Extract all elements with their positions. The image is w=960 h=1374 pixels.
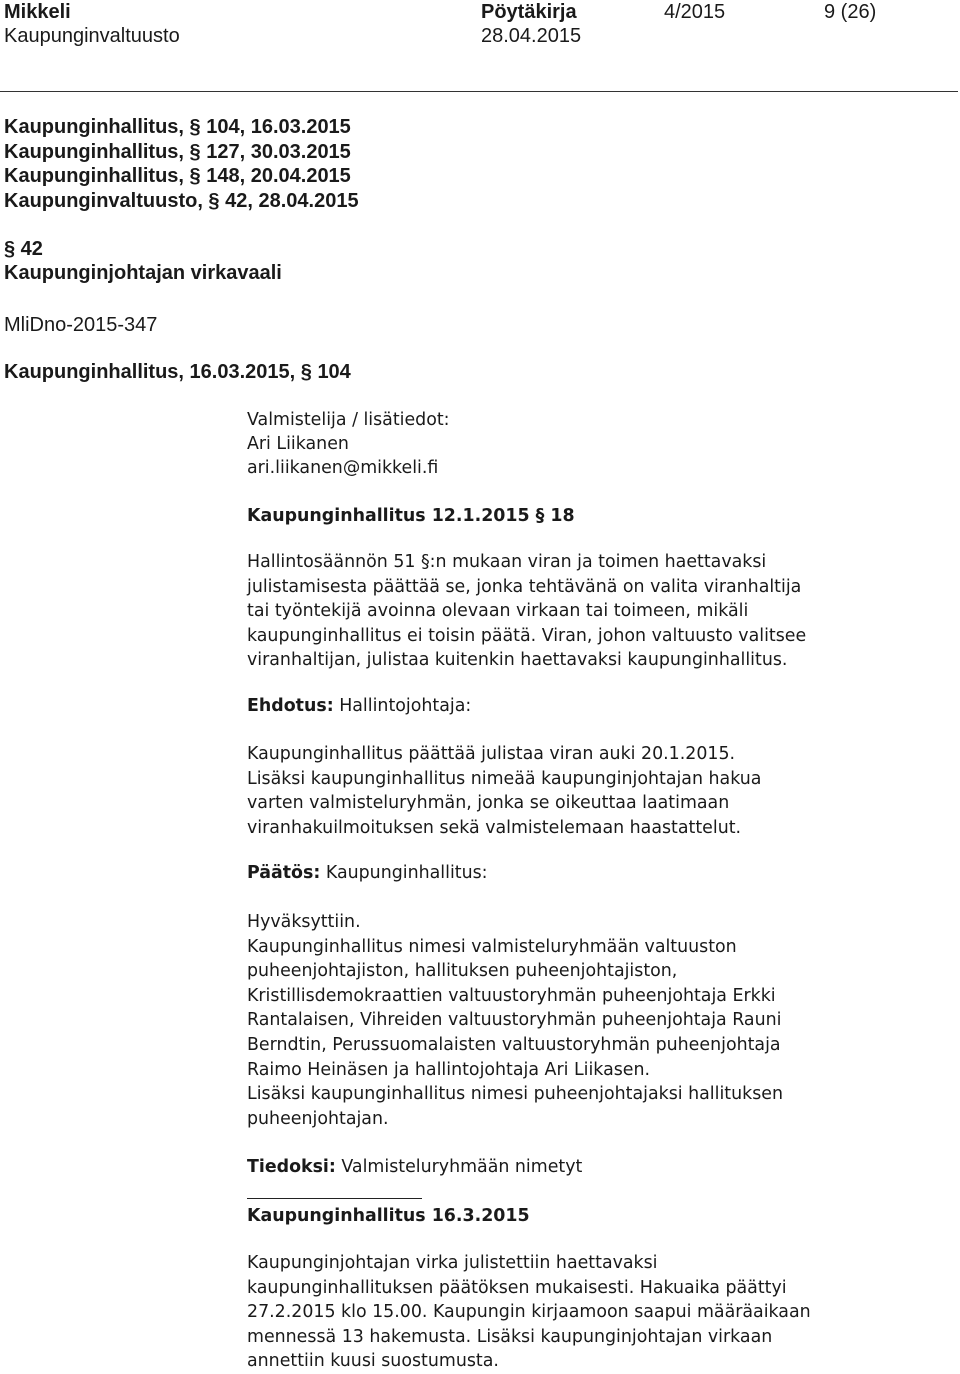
proposal-label: Ehdotus:	[247, 696, 334, 716]
header-issue: 4/2015	[664, 1, 726, 23]
paragraph-4	[247, 1251, 947, 1374]
text-line: kaupunginhallitus ei toisin päätä. Viran, johon valtuusto valitsee	[247, 625, 807, 646]
header-date: 28.04.2015	[481, 25, 582, 47]
text-line: Kristillisdemokraattien valtuustoryhmän puheenjohtaja Erkki	[247, 985, 776, 1006]
decision-line	[247, 861, 947, 885]
text-line: tai työntekijä avoinna olevaan virkaan tai toimeen, mikäli	[247, 601, 749, 622]
meeting-reference: Kaupunginhallitus, 16.03.2015, § 104	[4, 361, 351, 383]
decision-text: Kaupunginhallitus:	[325, 863, 488, 883]
history-item: Kaupunginvaltuusto, § 42, 28.04.2015	[4, 189, 359, 212]
paragraph-1	[247, 550, 947, 673]
header-page: 9 (26)	[824, 1, 877, 23]
text-line: 27.2.2015 klo 15.00. Kaupungin kirjaamoon saapui määräaikaan	[247, 1302, 811, 1323]
text-line: viranhakuilmoituksen sekä valmistelemaan haastattelut.	[247, 817, 742, 838]
info-text: Valmisteluryhmään nimetyt	[341, 1157, 583, 1177]
history-list	[4, 115, 359, 213]
header-body-name: Kaupunginvaltuusto	[4, 25, 180, 47]
header-doc-type: Pöytäkirja	[481, 1, 577, 23]
text-line: mennessä 13 hakemusta. Lisäksi kaupunginjohtajan virkaan	[247, 1326, 773, 1347]
info-line	[247, 1155, 947, 1179]
history-item: Kaupunginhallitus, § 104, 16.03.2015	[4, 116, 351, 138]
meeting-heading-1: Kaupunginhallitus 12.1.2015 § 18	[247, 506, 575, 526]
text-line: Berndtin, Perussuomalaisten valtuustoryhmän puheenjohtaja	[247, 1034, 781, 1055]
proposal-text: Hallintojohtaja:	[339, 696, 472, 716]
decision-label: Päätös:	[247, 863, 321, 883]
history-item: Kaupunginhallitus, § 127, 30.03.2015	[4, 140, 351, 163]
section-number: § 42	[4, 238, 43, 260]
page-header	[0, 0, 960, 92]
text-line: Kaupunginhallitus päättää julistaa viran auki 20.1.2015.	[247, 744, 736, 764]
text-line: puheenjohtajiston, hallituksen puheenjohtajiston,	[247, 961, 678, 982]
text-line: Hyväksyttiin.	[247, 912, 361, 932]
text-line: Hallintosäännön 51 §:n mukaan viran ja toimen haettavaksi	[247, 552, 767, 572]
preparer-name: Ari Liikanen	[247, 434, 349, 454]
preparer-email: ari.liikanen@mikkeli.fi	[247, 458, 439, 478]
paragraph-2	[247, 742, 947, 840]
proposal-line	[247, 694, 947, 718]
text-line: kaupunginhallituksen päätöksen mukaisesti. Hakuaika päättyi	[247, 1277, 787, 1298]
diary-number: MliDno-2015-347	[4, 314, 158, 336]
text-line: Rantalaisen, Vihreiden valtuustoryhmän puheenjohtaja Rauni	[247, 1010, 782, 1031]
text-line: varten valmisteluryhmän, jonka se oikeuttaa laatimaan	[247, 793, 730, 814]
section-divider	[247, 1198, 422, 1199]
text-line: julistamisesta päättää se, jonka tehtävänä on valita viranhaltija	[247, 576, 802, 597]
page-title: Kaupunginjohtajan virkavaali	[4, 262, 282, 284]
history-item: Kaupunginhallitus, § 148, 20.04.2015	[4, 165, 351, 187]
preparer-block	[247, 408, 947, 480]
meeting-heading-2: Kaupunginhallitus 16.3.2015	[247, 1206, 530, 1226]
text-line: puheenjohtajan.	[247, 1108, 389, 1129]
header-divider	[0, 91, 958, 92]
text-line: Raimo Heinäsen ja hallintojohtaja Ari Liikasen.	[247, 1059, 651, 1080]
text-line: Kaupunginjohtajan virka julistettiin haettavaksi	[247, 1253, 658, 1273]
text-line: Kaupunginhallitus nimesi valmisteluryhmään valtuuston	[247, 936, 737, 957]
info-label: Tiedoksi:	[247, 1157, 336, 1177]
text-line: viranhaltijan, julistaa kuitenkin haettavaksi kaupunginhallitus.	[247, 650, 788, 671]
text-line: Lisäksi kaupunginhallitus nimeää kaupunginjohtajan hakua	[247, 768, 762, 789]
preparer-label: Valmistelija / lisätiedot:	[247, 410, 450, 430]
text-line: annettiin kuusi suostumusta.	[247, 1351, 499, 1372]
text-line: Lisäksi kaupunginhallitus nimesi puheenjohtajaksi hallituksen	[247, 1084, 783, 1105]
header-city: Mikkeli	[4, 1, 71, 23]
paragraph-3	[247, 910, 947, 1131]
